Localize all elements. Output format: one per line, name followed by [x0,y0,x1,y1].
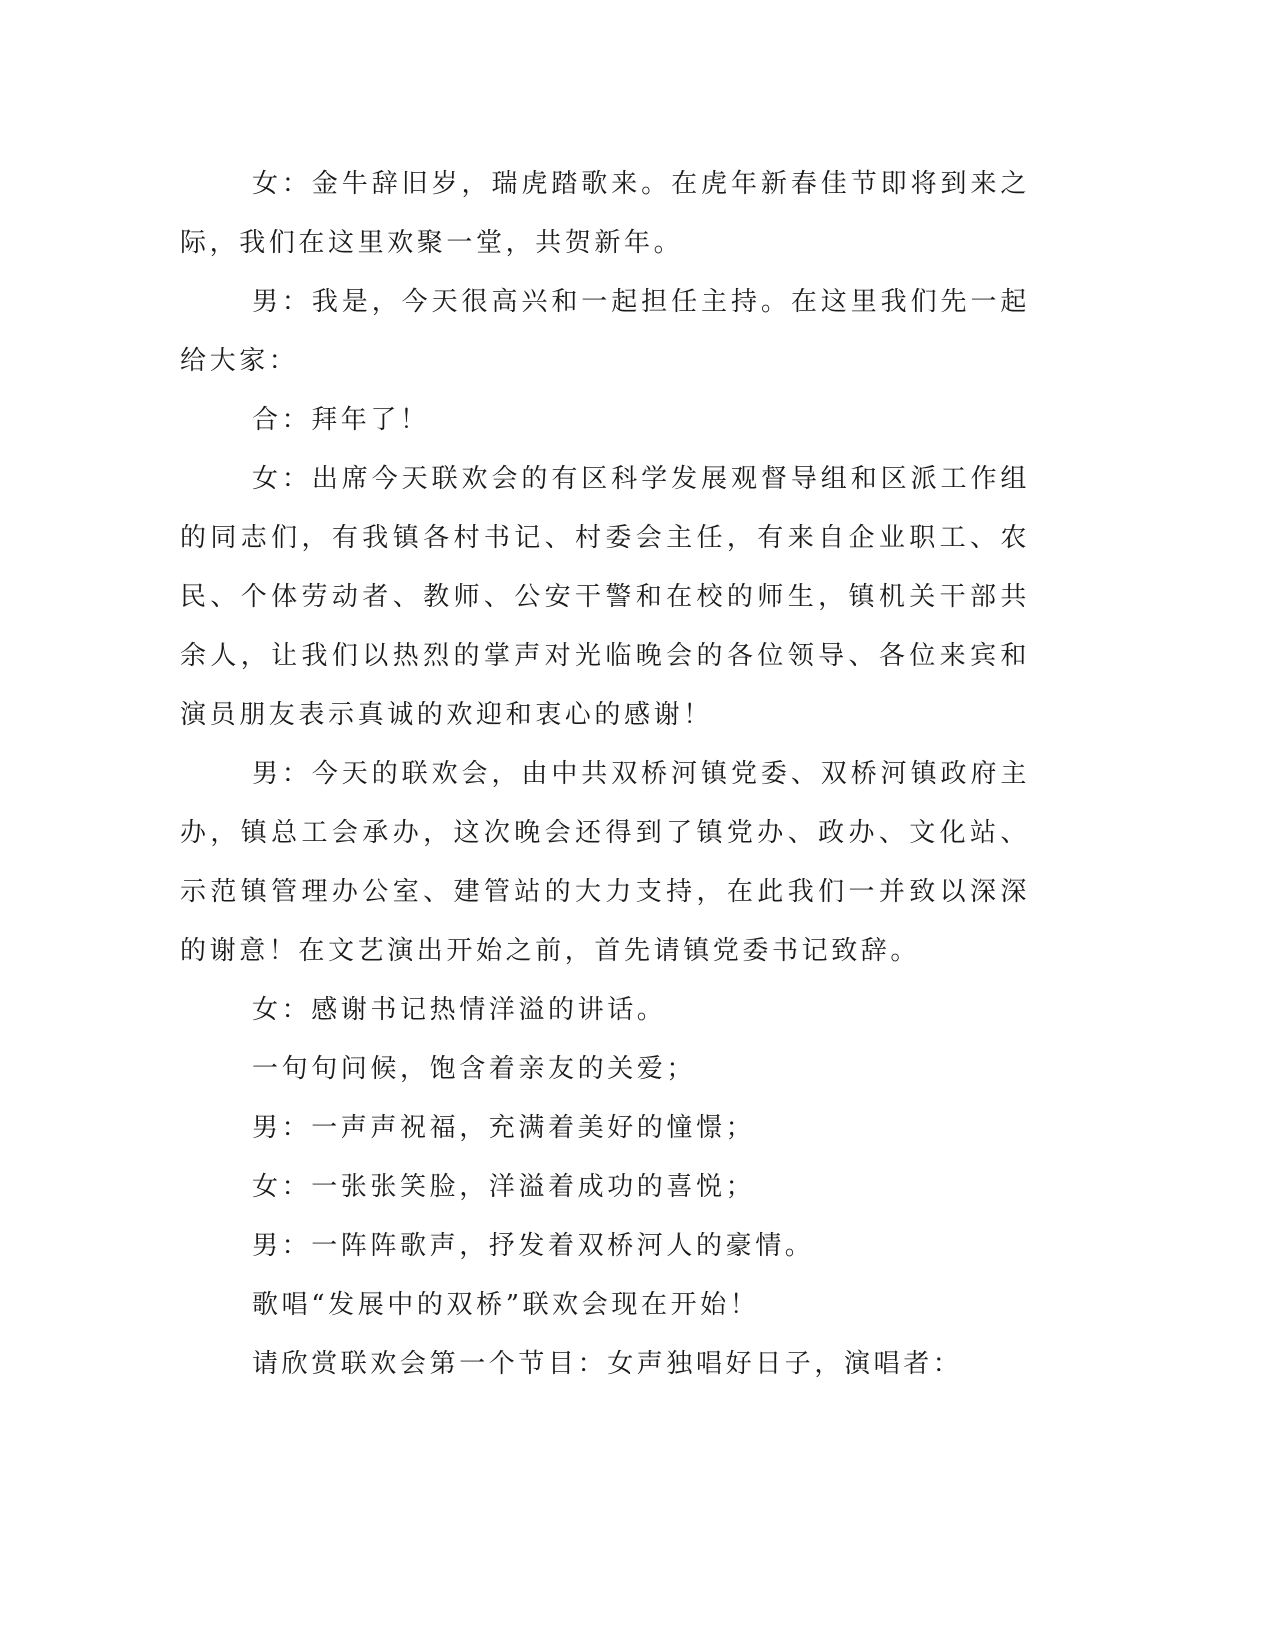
paragraph: 合：拜年了！ [252,405,430,435]
paragraph: 女：金牛辞旧岁，瑞虎踏歌来。在虎年新春佳节即将到来之际，我们在这里欢聚一堂，共贺新年。 [180,169,1030,258]
paragraph: 女：出席今天联欢会的有区科学发展观督导组和区派工作组的同志们，有我镇各村书记、村委会主任，有来自企业职工、农民、个体劳动者、教师、公安干警和在校的师生，镇机关干部共余人，让我们以热烈的掌声对光临晚会的各位领导、各位来宾和演员朋友表示真诚的欢迎和衷心的感谢！ [180,464,1030,730]
paragraph: 男：我是，今天很高兴和一起担任主持。在这里我们先一起给大家： [180,287,1030,376]
document-body [180,155,1030,1394]
paragraph: 男：一阵阵歌声，抒发着双桥河人的豪情。 [252,1231,815,1261]
paragraph: 男：一声声祝福，充满着美好的憧憬； [252,1113,756,1143]
paragraph: 一句句问候，饱含着亲友的关爱； [252,1054,697,1084]
paragraph: 女：一张张笑脸，洋溢着成功的喜悦； [252,1172,756,1202]
paragraph: 歌唱“发展中的双桥”联欢会现在开始！ [252,1290,760,1320]
paragraph: 请欣赏联欢会第一个节目：女声独唱好日子，演唱者： [252,1349,963,1379]
paragraph: 男：今天的联欢会，由中共双桥河镇党委、双桥河镇政府主办，镇总工会承办，这次晚会还得到了镇党办、政办、文化站、示范镇管理办公室、建管站的大力支持，在此我们一并致以深深的谢意！在文艺演出开始之前，首先请镇党委书记致辞。 [180,759,1030,966]
paragraph: 女：感谢书记热情洋溢的讲话。 [252,995,667,1025]
